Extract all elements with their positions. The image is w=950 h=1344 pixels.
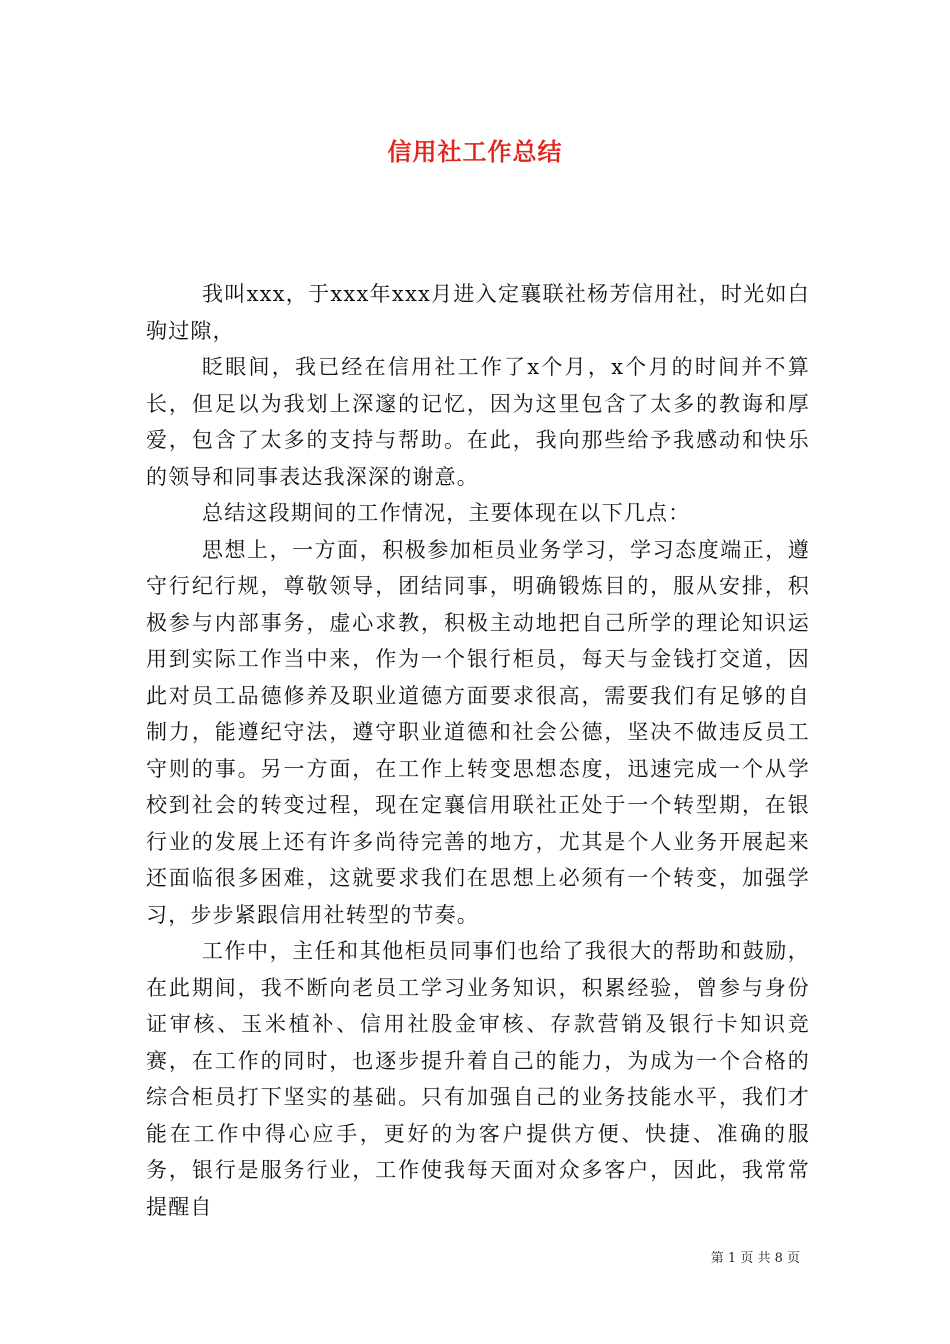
paragraph-gratitude: 眨眼间，我已经在信用社工作了x个月，x个月的时间并不算长，但足以为我划上深邃的记忆，因为这里包含了太多的教诲和厚爱，包含了太多的支持与帮助。在此，我向那些给予我感动和快乐的领导和同事表达我深深的谢意。 (146, 355, 810, 489)
page-number-footer: 第 1 页 共 8 页 (710, 1251, 800, 1266)
paragraph-work: 工作中，主任和其他柜员同事们也给了我很大的帮助和鼓励，在此期间，我不断向老员工学习业务知识，积累经验，曾参与身份证审核、玉米植补、信用社股金审核、存款营销及银行卡知识竞赛，在工作的同时，也逐步提升着自己的能力，为成为一个合格的综合柜员打下坚实的基础。只有加强自己的业务技能水平，我们才能在工作中得心应手，更好的为客户提供方便、快捷、准确的服务，银行是服务行业，工作使我每天面对众多客户，因此，我常常提醒自 (146, 939, 810, 1219)
document-body (146, 276, 810, 1225)
paragraph-summary-lead: 总结这段期间的工作情况，主要体现在以下几点： (202, 501, 691, 525)
paragraph-thinking: 思想上，一方面，积极参加柜员业务学习，学习态度端正，遵守行纪行规，尊敬领导，团结同事，明确锻炼目的，服从安排，积极参与内部事务，虚心求教，积极主动地把自己所学的理论知识运用到实际工作当中来，作为一个银行柜员，每天与金钱打交道，因此对员工品德修养及职业道德方面要求很高，需要我们有足够的自制力，能遵纪守法，遵守职业道德和社会公德，坚决不做违反员工守则的事。另一方面，在工作上转变思想态度，迅速完成一个从学校到社会的转变过程，现在定襄信用联社正处于一个转型期，在银行业的发展上还有许多尚待完善的地方，尤其是个人业务开展起来还面临很多困难，这就要求我们在思想上必须有一个转变，加强学习，步步紧跟信用社转型的节奏。 (146, 537, 810, 927)
paragraph-intro: 我叫xxx，于xxx年xxx月进入定襄联社杨芳信用社，时光如白驹过隙， (146, 282, 810, 343)
document-title: 信用社工作总结 (387, 138, 563, 166)
